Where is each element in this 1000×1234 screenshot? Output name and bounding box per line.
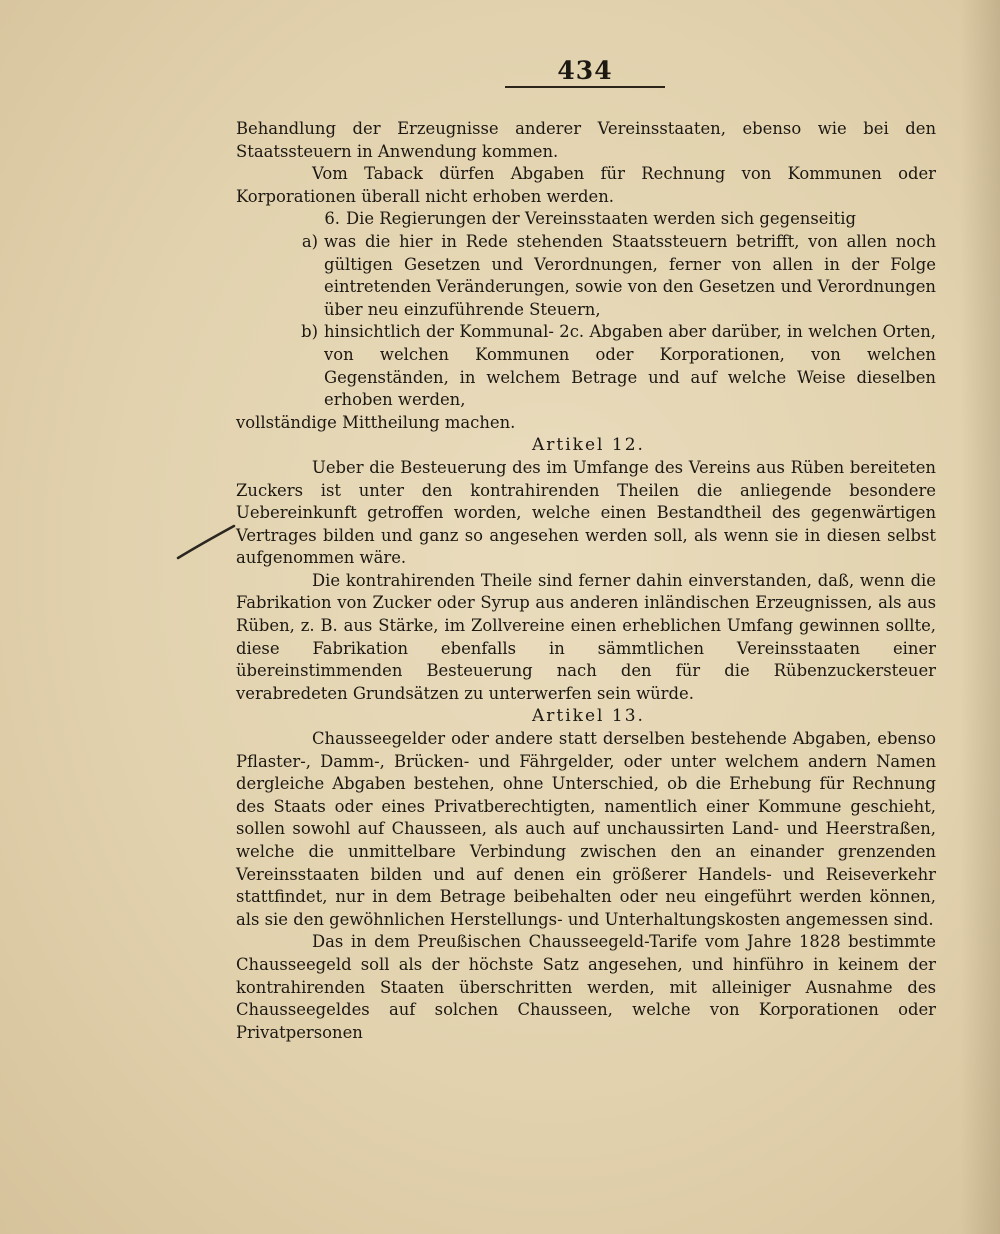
- article-12-heading: Artikel 12.: [532, 435, 645, 456]
- paragraph-tobacco: Vom Taback dürfen Abgaben für Rechnung von Kommunen oder Korporationen überall nicht erhoben werden.: [236, 164, 936, 206]
- body-text: [236, 118, 936, 1044]
- list-text-b: hinsichtlich der Kommunal- 2c. Abgaben aber darüber, in welchen Orten, von welchen Kommunen oder Korporationen, von welchen Gegenständen, in welchem Betrage und auf welche Weise dieselben erhoben werden,: [324, 322, 936, 410]
- list-text-6: Die Regierungen der Vereinsstaaten werden sich gegenseitig: [346, 209, 857, 229]
- page-number-rule: [505, 86, 665, 88]
- list-item-b: [236, 321, 936, 411]
- list-item-a: [236, 231, 936, 321]
- article-13-heading: Artikel 13.: [532, 706, 645, 727]
- pencil-margin-mark: [176, 520, 236, 560]
- list-item-6: [236, 208, 936, 231]
- article-12-paragraph-1: Ueber die Besteuerung des im Umfange des Vereins aus Rüben bereiteten Zuckers ist unter den kontrahirenden Theilen die anliegende besondere Uebereinkunft getroffen worden, welche einen Bestandtheil des gegenwärtigen Vertrages bilden und ganz so angesehen werden soll, als wenn sie in diesen selbst aufgenommen wäre.: [236, 457, 936, 568]
- article-13-paragraph-1: Chausseegelder oder andere statt derselben bestehende Abgaben, ebenso Pflaster-, Damm-, Brücken- und Fährgelder, oder unter welchem andern Namen dergleiche Abgaben bestehen, ohne Unterschied, ob die Erhebung für Rechnung des Staats oder eines Privatberechtigten, namentlich einer Kommune geschieht, sollen sowohl auf Chausseen, als auch auf unchaussirten Land- und Heerstraßen, welche die unmittelbare Verbindung zwischen den an einander grenzenden Vereinsstaaten bilden und auf denen ein größerer Handels- und Reiseverkehr stattfindet, nur in dem Betrage beibehalten oder neu eingeführt werden können, als sie den gewöhnlichen Herstellungs- und Unterhaltungskosten angemessen sind.: [236, 729, 936, 929]
- page-spine-shadow: [960, 0, 1000, 1234]
- list-label-b: b): [301, 322, 318, 342]
- article-12-paragraph-2: Die kontrahirenden Theile sind ferner dahin einverstanden, daß, wenn die Fabrikation von Zucker oder Syrup aus anderen inländischen Erzeugnissen, als aus Rüben, z. B. aus Stärke, im Zollvereine einen erheblichen Umfang gewinnen sollte, diese Fabrikation ebenfalls in sämmtlichen Vereinsstaaten einer übereinstimmenden Besteuerung nach den für die Rübenzuckersteuer verabredeten Grundsätzen zu unterwerfen sein würde.: [236, 570, 936, 703]
- list-label-a: a): [301, 231, 318, 251]
- paragraph-continuation: Behandlung der Erzeugnisse anderer Vereinsstaaten, ebenso wie bei den Staatssteuern in Anwendung kommen.: [236, 119, 936, 161]
- page-number: 434: [557, 56, 613, 85]
- list-text-a: was die hier in Rede stehenden Staatssteuern betrifft, von allen noch gültigen Gesetzen und Verordnungen, ferner von allen in der Folge eintretenden Veränderungen, sowie von den Gesetzen und Verordnungen über neu einzuführende Steuern,: [324, 231, 936, 319]
- article-13-paragraph-2: Das in dem Preußischen Chausseegeld-Tarife vom Jahre 1828 bestimmte Chausseegeld soll als der höchste Satz angesehen, und hinführo in keinem der kontrahirenden Staaten überschritten werden, mit alleiniger Ausnahme des Chausseegeldes auf solchen Chausseen, welche von Korporationen oder Privatpersonen: [236, 932, 936, 1042]
- paragraph-mittheilung: vollständige Mittheilung machen.: [236, 412, 516, 432]
- list-label-6: 6.: [324, 209, 340, 229]
